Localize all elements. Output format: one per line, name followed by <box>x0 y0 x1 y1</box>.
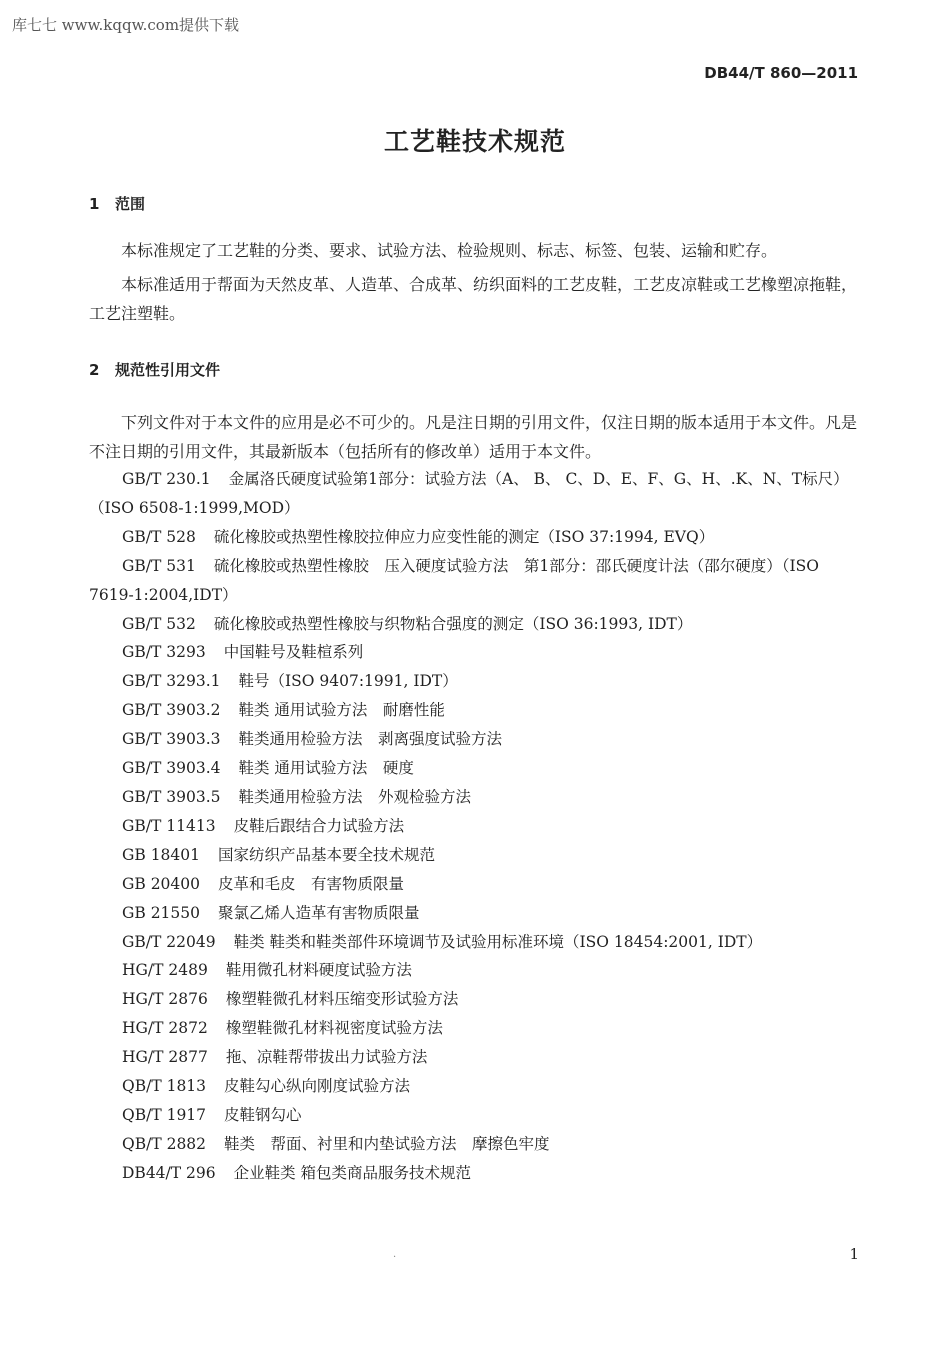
reference-code: GB/T 3903.4 <box>122 759 221 778</box>
reference-code: QB/T 2882 <box>122 1134 207 1153</box>
reference-title: 硫化橡胶或热塑性橡胶拉伸应力应变性能的测定（ISO 37:1994, EVQ） <box>213 527 715 546</box>
reference-title: 鞋类 通用试验方法 耐磨性能 <box>238 701 445 720</box>
reference-title: 鞋类通用检验方法 外观检验方法 <box>238 787 472 806</box>
reference-title: 皮鞋钢勾心 <box>224 1105 302 1124</box>
reference-code: GB/T 3903.5 <box>122 787 221 806</box>
reference-item <box>89 610 879 639</box>
reference-code: GB 21550 <box>122 903 201 922</box>
reference-title: 皮鞋后跟结合力试验方法 <box>233 816 405 835</box>
reference-title: 橡塑鞋微孔材料视密度试验方法 <box>225 1019 443 1038</box>
reference-title: 硫化橡胶或热塑性橡胶与织物粘合强度的测定（ISO 36:1993, IDT） <box>213 614 693 633</box>
reference-title: 橡塑鞋微孔材料压缩变形试验方法 <box>225 990 459 1009</box>
reference-item <box>89 956 879 985</box>
reference-title: 鞋类通用检验方法 剥离强度试验方法 <box>238 730 503 749</box>
paragraph: 本标准规定了工艺鞋的分类、要求、试验方法、检验规则、标志、标签、包装、运输和贮存。 <box>121 241 778 260</box>
reference-code: GB/T 528 <box>122 527 196 546</box>
reference-code: HG/T 2877 <box>122 1048 208 1067</box>
reference-code: DB44/T 296 <box>122 1163 216 1182</box>
section-1-heading <box>89 193 145 214</box>
reference-code: QB/T 1917 <box>122 1105 207 1124</box>
reference-code: GB/T 22049 <box>122 932 216 951</box>
reference-item <box>89 696 879 725</box>
reference-title: 拖、凉鞋帮带拔出力试验方法 <box>225 1048 428 1067</box>
reference-title: 金属洛氏硬度试验第1部分：试验方法（A、 B、 C、D、E、F、G、H、.K、N、T标尺）（ISO 6508-1:1999,MOD） <box>89 470 849 517</box>
reference-item <box>89 1159 879 1188</box>
reference-item <box>89 552 864 610</box>
reference-title: 国家纺织产品基本要全技术规范 <box>218 845 436 864</box>
reference-code: GB 20400 <box>122 874 201 893</box>
reference-item <box>89 928 879 957</box>
reference-item <box>89 812 879 841</box>
reference-title: 鞋号（ISO 9407:1991, IDT） <box>238 672 458 691</box>
reference-item <box>89 667 879 696</box>
reference-title: 皮革和毛皮 有害物质限量 <box>218 874 405 893</box>
paragraph: 本标准适用于帮面为天然皮革、人造革、合成革、纺织面料的工艺皮鞋，工艺皮凉鞋或工艺橡塑凉拖鞋，工艺注塑鞋。 <box>89 275 858 323</box>
reference-item <box>89 899 879 928</box>
reference-title: 鞋类 帮面、衬里和内垫试验方法 摩擦色牢度 <box>224 1134 550 1153</box>
section-title: 规范性引用文件 <box>115 361 221 379</box>
reference-code: GB/T 11413 <box>122 816 216 835</box>
reference-code: HG/T 2872 <box>122 1019 208 1038</box>
reference-item <box>89 1072 879 1101</box>
reference-title: 企业鞋类 箱包类商品服务技术规范 <box>233 1163 472 1182</box>
reference-item <box>89 725 879 754</box>
reference-title: 鞋类 通用试验方法 硬度 <box>238 759 414 778</box>
reference-item <box>89 465 864 523</box>
reference-code: GB/T 3293 <box>122 643 206 662</box>
reference-code: GB/T 3903.3 <box>122 730 221 749</box>
scan-speck: · <box>393 1252 397 1263</box>
reference-item <box>89 523 879 552</box>
paragraph: 下列文件对于本文件的应用是必不可少的。凡是注日期的引用文件，仅注日期的版本适用于本文件。凡是不注日期的引用文件，其最新版本（包括所有的修改单）适用于本文件。 <box>89 413 858 461</box>
reference-code: GB/T 230.1 <box>122 470 211 488</box>
reference-code: GB/T 532 <box>122 614 196 633</box>
document-title: 工艺鞋技术规范 <box>383 127 566 156</box>
reference-item <box>89 754 879 783</box>
reference-item <box>89 1101 879 1130</box>
reference-item <box>89 1043 879 1072</box>
reference-title: 中国鞋号及鞋楦系列 <box>223 643 364 662</box>
reference-code: GB/T 3903.2 <box>122 701 221 720</box>
reference-code: HG/T 2876 <box>122 990 208 1009</box>
reference-code: GB/T 531 <box>122 556 196 575</box>
watermark-text: 库七七 www.kqqw.com提供下载 <box>12 16 240 34</box>
section-number: 1 <box>89 195 100 213</box>
reference-title: 皮鞋勾心纵向刚度试验方法 <box>224 1077 411 1096</box>
reference-item <box>89 1014 879 1043</box>
reference-item <box>89 783 879 812</box>
reference-list <box>89 465 879 1188</box>
page-number: 1 <box>849 1245 859 1263</box>
reference-title: 聚氯乙烯人造革有害物质限量 <box>218 903 420 922</box>
reference-code: HG/T 2489 <box>122 961 208 980</box>
reference-item <box>89 1130 879 1159</box>
section-number: 2 <box>89 361 100 379</box>
reference-item <box>89 985 879 1014</box>
reference-code: GB/T 3293.1 <box>122 672 221 691</box>
reference-item <box>89 870 879 899</box>
reference-title: 硫化橡胶或热塑性橡胶 压入硬度试验方法 第1部分：邵氏硬度计法（邵尔硬度）（ISO 7619-1:2004,IDT） <box>89 556 819 604</box>
reference-code: QB/T 1813 <box>122 1077 207 1096</box>
reference-item <box>89 638 879 667</box>
section-2-heading <box>89 359 220 380</box>
reference-title: 鞋类 鞋类和鞋类部件环境调节及试验用标准环境（ISO 18454:2001, IDT） <box>233 932 763 951</box>
reference-code: GB 18401 <box>122 845 201 864</box>
reference-item <box>89 841 879 870</box>
reference-title: 鞋用微孔材料硬度试验方法 <box>225 961 412 980</box>
standard-code: DB44/T 860—2011 <box>704 64 858 82</box>
section-title: 范围 <box>115 195 146 213</box>
